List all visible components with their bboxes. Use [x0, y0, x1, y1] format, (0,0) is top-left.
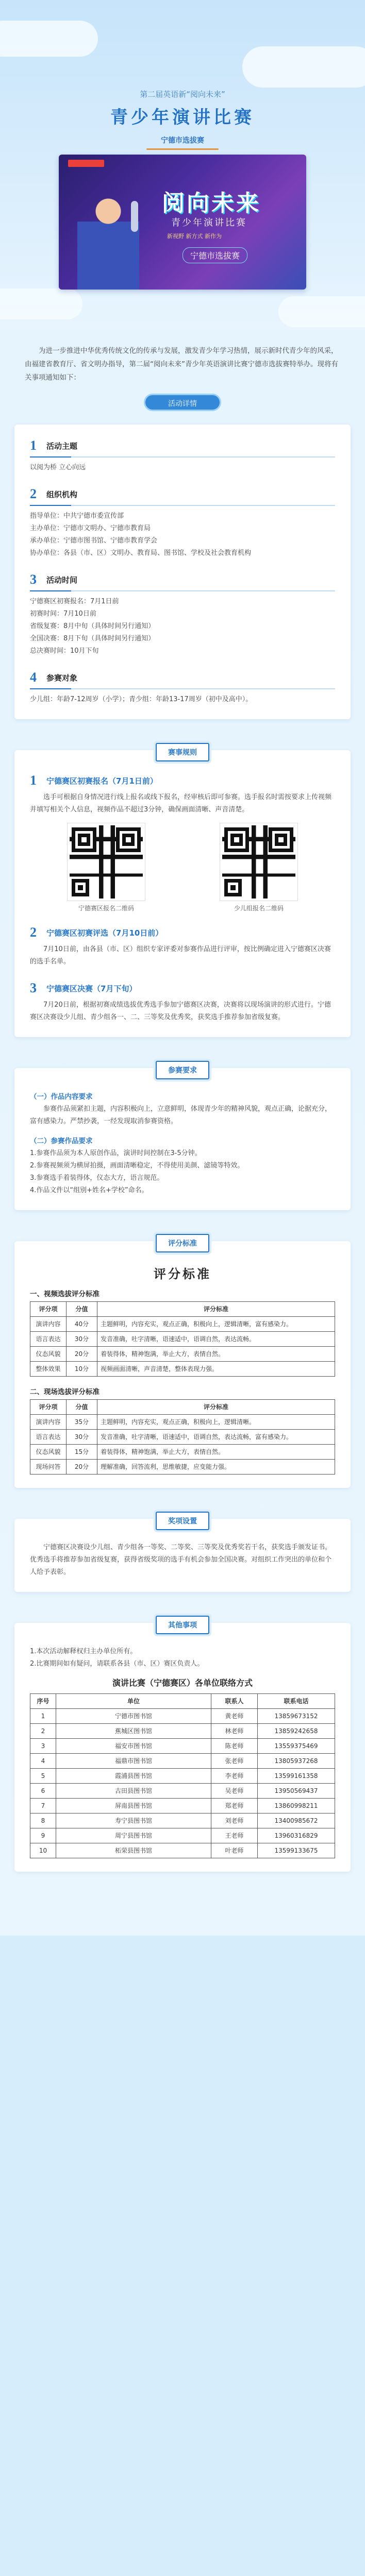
table-cell: 古田县图书馆	[56, 1784, 211, 1799]
organizer-logo	[68, 160, 104, 167]
requirements-ribbon-label: 参赛要求	[156, 1061, 209, 1079]
section-title: 组织机构	[46, 489, 78, 499]
table-cell: 霞浦县图书馆	[56, 1769, 211, 1784]
table-row	[30, 1784, 335, 1799]
table-cell: 仪态风貌	[30, 1445, 67, 1460]
section-organizers	[30, 486, 335, 560]
cloud-decoration	[0, 21, 98, 57]
table-cell: 屏南县图书馆	[56, 1799, 211, 1814]
table-cell: 黄老师	[211, 1709, 258, 1724]
table-cell: 2	[30, 1724, 56, 1739]
section-number: 2	[30, 486, 37, 501]
cloud-decoration	[0, 289, 82, 319]
table-cell: 20分	[67, 1460, 97, 1475]
contact-card	[14, 1623, 351, 1872]
section-number: 3	[30, 572, 37, 587]
section-title: 活动时间	[46, 575, 78, 585]
section-participants	[30, 670, 335, 706]
table-cell: 1	[30, 1709, 56, 1724]
table-row	[30, 1709, 335, 1724]
scoring-ribbon-label: 评分标准	[156, 1234, 209, 1252]
awards-ribbon-label: 奖项设置	[156, 1512, 209, 1530]
step-number: 2	[30, 925, 37, 940]
table-cell: 张老师	[211, 1754, 258, 1769]
rules-ribbon-label: 赛事规则	[156, 743, 209, 761]
table-cell: 30分	[67, 1332, 97, 1347]
table-row	[30, 1799, 335, 1814]
table-row	[30, 1317, 335, 1332]
step-number: 3	[30, 980, 37, 995]
banner-pill: 宁德市选拔赛	[182, 247, 247, 263]
table-cell: 4	[30, 1754, 56, 1769]
table-cell: 15分	[67, 1445, 97, 1460]
table-cell: 演讲内容	[30, 1317, 67, 1332]
table-cell[interactable]: 13805937268	[258, 1754, 335, 1769]
table-cell[interactable]: 13950569437	[258, 1784, 335, 1799]
requirements-subhead: （一）作品内容要求	[30, 1093, 93, 1101]
section-title: 参赛对象	[46, 673, 78, 683]
scoring-title: 评分标准	[154, 1266, 211, 1281]
section-body: 指导单位：中共宁德市委宣传部 主办单位：宁德市文明办、宁德市教育局 承办单位：宁德市图书馆、宁德市教育学会 协办单位：各县（市、区）文明办、教育局、图书馆、学校及社会教育机构	[30, 512, 252, 557]
intro-text: 为进一步推进中华优秀传统文化的传承与发展，激发青少年学习热情，展示新时代青少年的风采，由福建省教育厅、省文明办指导，第二届“阅向未来”青少年英语演讲比赛宁德市选拔赛特举办。现将有关事项通知如下：	[25, 347, 338, 382]
table-cell: 发音准确，吐字清晰，语速适中，语调自然，表达流畅，富有感染力。	[97, 1430, 335, 1445]
table-cell: 40分	[67, 1317, 97, 1332]
qr-caption: 宁德赛区报名二维码	[78, 905, 134, 912]
table-cell: 语言表达	[30, 1332, 67, 1347]
rules-step-3	[30, 980, 335, 1024]
cloud-decoration	[242, 46, 365, 88]
contact-table	[30, 1693, 335, 1858]
section-divider	[30, 456, 335, 457]
section-body: 少儿组：年龄7-12周岁（小学）；青少组：年龄13-17周岁（初中及高中）。	[30, 696, 253, 703]
requirements-card	[14, 1068, 351, 1210]
qr-code-left[interactable]	[62, 823, 150, 912]
step-body: 选手可根据自身情况进行线上报名或线下报名，经审核后即可参赛。选手报名时需按要求上传视频并填写相关个人信息，视频作品不超过3分钟，确保画面清晰、声音清楚。	[30, 793, 332, 814]
scoring-table-video	[30, 1301, 335, 1377]
table-header: 评分标准	[97, 1302, 335, 1317]
section-number: 1	[30, 438, 37, 453]
qr-code-icon	[68, 823, 145, 901]
table-cell: 理解准确，回答流利，思维敏捷，应变能力强。	[97, 1460, 335, 1475]
table-row	[30, 1724, 335, 1739]
table-cell: 吴老师	[211, 1784, 258, 1799]
scoring-ribbon	[30, 1234, 335, 1252]
table-caption: 二、现场选拔评分标准	[30, 1388, 99, 1396]
banner-image	[59, 155, 306, 290]
table-row	[30, 1347, 335, 1362]
awards-ribbon	[30, 1512, 335, 1530]
step-body: 7月20日前，根据初赛成绩选拔优秀选手参加宁德赛区决赛，决赛将以现场演讲的形式进行。宁德赛区决赛设少儿组、青少组各一、二、三等奖及优秀奖，获奖选手推荐参加省级复赛。	[30, 1001, 331, 1021]
table-row	[30, 1814, 335, 1828]
table-cell: 福安市图书馆	[56, 1739, 211, 1754]
table-cell[interactable]: 13559375469	[258, 1739, 335, 1754]
table-cell: 10	[30, 1843, 56, 1858]
rules-step-1	[30, 773, 335, 912]
table-cell: 李老师	[211, 1769, 258, 1784]
table-header: 评分项	[30, 1400, 67, 1415]
table-cell: 王老师	[211, 1828, 258, 1843]
qr-code-row	[30, 823, 335, 912]
section-title: 活动主题	[46, 441, 78, 451]
table-cell: 7	[30, 1799, 56, 1814]
banner-main-text: 阅向未来	[162, 190, 261, 216]
section-divider	[30, 688, 335, 689]
table-cell: 30分	[67, 1430, 97, 1445]
microphone-icon	[131, 201, 138, 232]
table-cell[interactable]: 13859673152	[258, 1709, 335, 1724]
page-title: 青少年演讲比赛	[110, 107, 255, 128]
table-header: 评分项	[30, 1302, 67, 1317]
table-cell: 10分	[67, 1362, 97, 1377]
table-cell: 林老师	[211, 1724, 258, 1739]
table-cell: 现场问答	[30, 1460, 67, 1475]
section-divider	[30, 505, 335, 506]
section-divider	[30, 590, 335, 591]
table-row	[30, 1415, 335, 1430]
qr-caption: 少儿组报名二维码	[234, 905, 284, 912]
table-row	[30, 1332, 335, 1347]
table-cell[interactable]: 13860998211	[258, 1799, 335, 1814]
table-cell: 蕉城区图书馆	[56, 1724, 211, 1739]
section-theme	[30, 438, 335, 474]
table-cell: 发音准确，吐字清晰，语速适中，语调自然，表达流畅。	[97, 1332, 335, 1347]
speaker-figure	[77, 192, 139, 290]
table-header: 评分标准	[97, 1400, 335, 1415]
table-caption: 一、视频选拔评分标准	[30, 1290, 99, 1298]
table-cell: 整体效果	[30, 1362, 67, 1377]
table-cell: 6	[30, 1784, 56, 1799]
table-cell: 郑老师	[211, 1799, 258, 1814]
awards-card	[14, 1519, 351, 1592]
page-footer	[0, 1889, 365, 1936]
contact-ribbon-label: 其他事项	[156, 1616, 209, 1634]
section-body: 以阅为桥 立心向远	[30, 464, 86, 471]
table-row	[30, 1362, 335, 1377]
scoring-card	[14, 1241, 351, 1488]
table-cell[interactable]: 13960316829	[258, 1828, 335, 1843]
table-cell: 着装得体，精神饱满，举止大方，表情自然。	[97, 1347, 335, 1362]
table-header: 序号	[30, 1694, 56, 1709]
section-schedule	[30, 572, 335, 657]
banner-sub-text: 青少年演讲比赛	[171, 217, 247, 228]
table-row	[30, 1430, 335, 1445]
qr-code-icon	[220, 823, 297, 901]
rules-ribbon	[30, 743, 335, 761]
contact-table-title: 演讲比赛（宁德赛区）各单位联络方式	[112, 1678, 253, 1688]
table-cell: 35分	[67, 1415, 97, 1430]
cloud-decoration	[278, 296, 365, 327]
requirements-ribbon	[30, 1061, 335, 1079]
table-cell: 柘荣县图书馆	[56, 1843, 211, 1858]
table-cell: 主题鲜明，内容充实，观点正确，积极向上，逻辑清晰。	[97, 1415, 335, 1430]
table-cell: 20分	[67, 1347, 97, 1362]
table-header: 联系电话	[258, 1694, 335, 1709]
table-cell[interactable]: 13599133675	[258, 1843, 335, 1858]
table-row	[30, 1445, 335, 1460]
scoring-table-live	[30, 1399, 335, 1475]
table-cell: 视频画面清晰，声音清楚，整体表现力强。	[97, 1362, 335, 1377]
details-button[interactable]: 活动详情	[144, 394, 221, 411]
requirements-body: 1.参赛作品须为本人原创作品，演讲时间控制在3-5分钟。 2.参赛视频须为横屏拍摄，画面清晰稳定，不得使用美颜、滤镜等特效。 3.参赛选手着装得体，仪态大方，语言规范。 4.作品文件以“组别+姓名+学校”命名。	[30, 1149, 244, 1194]
step-number: 1	[30, 773, 37, 788]
table-cell: 8	[30, 1814, 56, 1828]
rules-card	[14, 750, 351, 1037]
section-number: 4	[30, 670, 37, 685]
table-row	[30, 1754, 335, 1769]
table-cell: 着装得体，精神饱满，举止大方，表情自然。	[97, 1445, 335, 1460]
table-cell: 3	[30, 1739, 56, 1754]
table-cell: 主题鲜明，内容充实，观点正确，积极向上，逻辑清晰，富有感染力。	[97, 1317, 335, 1332]
table-cell: 陈老师	[211, 1739, 258, 1754]
table-row	[30, 1739, 335, 1754]
table-cell: 演讲内容	[30, 1415, 67, 1430]
contact-body: 1.本次活动解释权归主办单位所有。 2.比赛期间如有疑问，请联系各县（市、区）赛区负责人。	[30, 1648, 204, 1668]
table-row	[30, 1843, 335, 1858]
table-cell: 叶老师	[211, 1843, 258, 1858]
table-cell: 寿宁县图书馆	[56, 1814, 211, 1828]
header	[0, 0, 365, 330]
table-row	[30, 1828, 335, 1843]
step-title: 宁德赛区初赛报名（7月1日前）	[46, 776, 158, 786]
table-cell[interactable]: 13400985672	[258, 1814, 335, 1828]
table-cell: 周宁县图书馆	[56, 1828, 211, 1843]
table-cell[interactable]: 13859242658	[258, 1724, 335, 1739]
qr-code-right[interactable]	[215, 823, 303, 912]
section-body: 宁德赛区初赛报名：7月1日前 初赛时间：7月10日前 省级复赛：8月中旬（具体时间另行通知） 全国决赛：8月下旬（具体时间另行通知） 总决赛时间：10月下旬	[30, 598, 155, 655]
region-tag: 宁德市选拔赛	[144, 135, 221, 150]
table-cell: 福鼎市图书馆	[56, 1754, 211, 1769]
banner-slogan: 新视野 新方式 新作为	[167, 233, 222, 240]
table-header: 分值	[67, 1400, 97, 1415]
table-cell: 语言表达	[30, 1430, 67, 1445]
awards-body: 宁德赛区决赛设少儿组、青少组各一等奖、二等奖、三等奖及优秀奖若干名，获奖选手颁发证书。优秀选手将推荐参加省级复赛，获得省级奖项的选手有机会参加全国决赛。对组织工作突出的单位和个人给予表彰。	[30, 1544, 332, 1576]
table-cell: 9	[30, 1828, 56, 1843]
table-cell: 5	[30, 1769, 56, 1784]
table-row	[30, 1460, 335, 1475]
table-cell: 刘老师	[211, 1814, 258, 1828]
step-title: 宁德赛区决赛（7月下旬）	[46, 984, 137, 993]
step-title: 宁德赛区初赛评选（7月10日前）	[46, 928, 163, 938]
table-cell[interactable]: 13599161358	[258, 1769, 335, 1784]
step-body: 7月10日前，由各县（市、区）组织专家评委对参赛作品进行评审，按比例确定进入宁德赛区决赛的选手名单。	[30, 945, 331, 965]
table-header: 单位	[56, 1694, 211, 1709]
requirements-body: 参赛作品须紧扣主题，内容积极向上，立意鲜明，体现青少年的精神风貌，观点正确，论据充分，富有感染力。严禁抄袭，一经发现取消参赛资格。	[30, 1105, 332, 1125]
rules-step-2	[30, 925, 335, 968]
details-card	[14, 425, 351, 719]
table-cell: 仪态风貌	[30, 1347, 67, 1362]
table-header: 联系人	[211, 1694, 258, 1709]
table-cell: 宁德市图书馆	[56, 1709, 211, 1724]
table-header: 分值	[67, 1302, 97, 1317]
header-subtitle: 第二届英语新“阅向未来”	[140, 90, 225, 99]
contact-ribbon	[30, 1616, 335, 1634]
requirements-subhead: （二）参赛作品要求	[30, 1137, 93, 1145]
table-row	[30, 1769, 335, 1784]
